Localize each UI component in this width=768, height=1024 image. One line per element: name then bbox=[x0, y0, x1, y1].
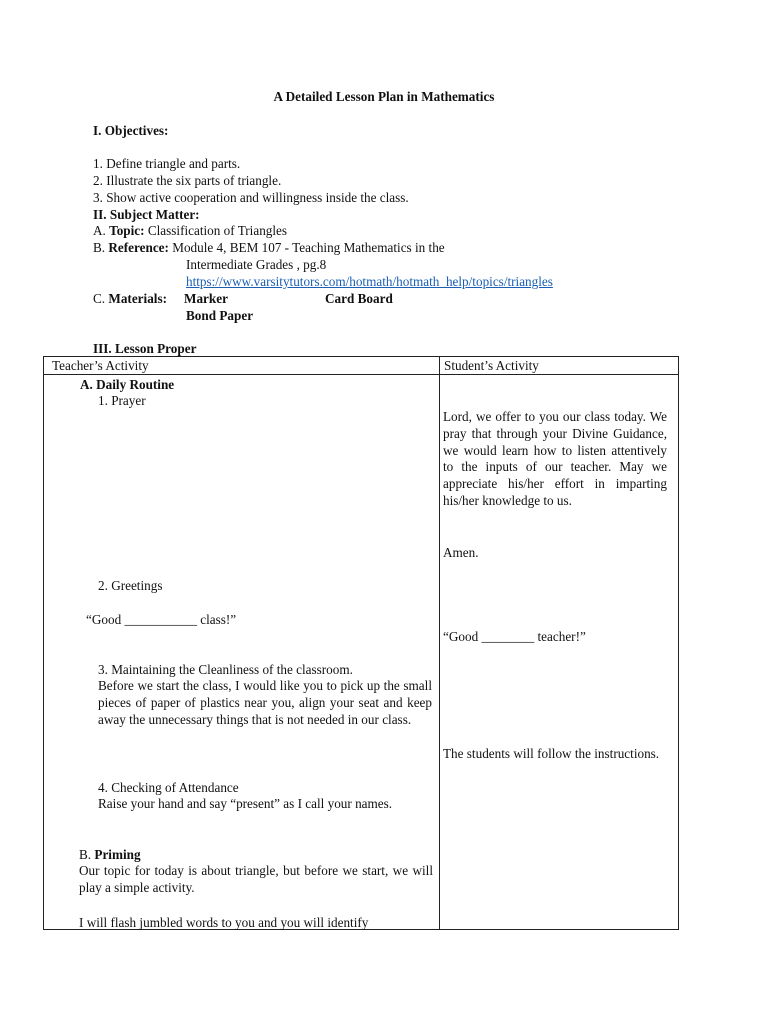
prayer-text: Lord, we offer to you our class today. We pray that through your Divine Guidance, we would learn how to listen attentively to the inputs of our teacher. May we appreciate his/her effort in imparting his/her knowledge to us. bbox=[443, 409, 667, 508]
priming-text: Our topic for today is about triangle, but before we start, we will play a simple activity. bbox=[79, 863, 433, 895]
materials-line bbox=[93, 290, 167, 307]
topic-line bbox=[93, 222, 287, 239]
attendance-text: Raise your hand and say “present” as I call your names. bbox=[98, 796, 393, 811]
objective-item-2: 2. Illustrate the six parts of triangle. bbox=[93, 173, 282, 188]
teacher-activity-header bbox=[44, 357, 440, 375]
priming-prefix: B. bbox=[79, 847, 95, 862]
objective-item-1: 1. Define triangle and parts. bbox=[93, 156, 241, 171]
objective-item-3: 3. Show active cooperation and willingness inside the class. bbox=[93, 190, 409, 205]
priming-label: Priming bbox=[94, 847, 141, 862]
cleanliness-item: 3. Maintaining the Cleanliness of the classroom. bbox=[98, 662, 353, 677]
daily-routine-heading: A. Daily Routine bbox=[80, 377, 175, 392]
teacher-activity-label: Teacher’s Activity bbox=[52, 358, 149, 373]
greetings-item: 2. Greetings bbox=[98, 578, 163, 593]
page-title: A Detailed Lesson Plan in Mathematics bbox=[273, 89, 495, 104]
reference-line-2: Intermediate Grades , pg.8 bbox=[186, 257, 327, 272]
teacher-activity-cell bbox=[44, 375, 440, 930]
topic-label: Topic: bbox=[109, 223, 145, 238]
attendance-item: 4. Checking of Attendance bbox=[98, 780, 239, 795]
topic-value: Classification of Triangles bbox=[144, 223, 288, 238]
subject-matter-heading: II. Subject Matter: bbox=[93, 207, 200, 222]
reference-line bbox=[93, 239, 445, 256]
student-activity-cell bbox=[440, 375, 679, 930]
materials-label: Materials: bbox=[108, 291, 167, 306]
flash-text: I will flash jumbled words to you and you will identify bbox=[79, 915, 369, 930]
objectives-heading: I. Objectives: bbox=[93, 123, 169, 138]
amen-text: Amen. bbox=[443, 545, 479, 560]
material-card-board: Card Board bbox=[325, 291, 393, 306]
student-activity-header bbox=[440, 357, 679, 375]
lesson-proper-heading: III. Lesson Proper bbox=[93, 341, 197, 356]
lesson-table bbox=[43, 356, 679, 930]
material-bond-paper: Bond Paper bbox=[186, 308, 254, 323]
materials-prefix: C. bbox=[93, 291, 109, 306]
priming-heading bbox=[79, 846, 141, 863]
topic-prefix: A. bbox=[93, 223, 110, 238]
reference-line-1: Module 4, BEM 107 - Teaching Mathematics in the bbox=[168, 240, 445, 255]
prayer-item: 1. Prayer bbox=[98, 393, 146, 408]
reference-label: Reference: bbox=[108, 240, 169, 255]
reference-link[interactable]: https://www.varsitytutors.com/hotmath/hotmath_help/topics/triangles bbox=[186, 274, 553, 289]
reference-prefix: B. bbox=[93, 240, 109, 255]
students-follow-text: The students will follow the instructions. bbox=[443, 746, 660, 761]
teacher-greeting: “Good ___________ class!” bbox=[86, 612, 237, 627]
student-activity-label: Student’s Activity bbox=[444, 358, 539, 373]
cleanliness-text: Before we start the class, I would like you to pick up the small pieces of paper of plastics near you, align your seat and keep away the unnecessary things that is not needed in our class. bbox=[98, 678, 432, 727]
student-greeting: “Good ________ teacher!” bbox=[443, 629, 586, 644]
material-marker: Marker bbox=[184, 291, 228, 306]
